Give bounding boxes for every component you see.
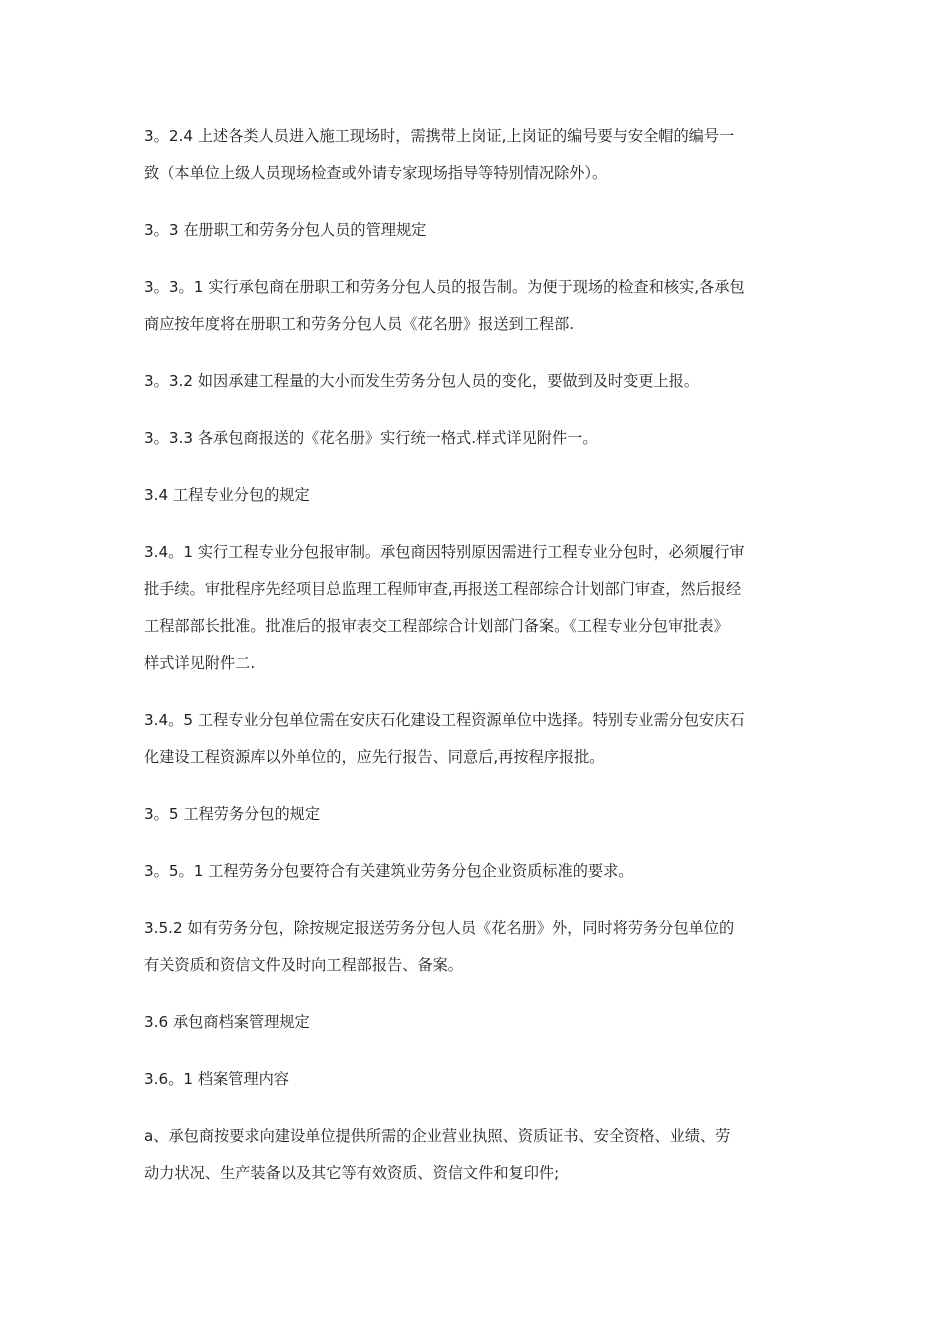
text-line: 3.6 承包商档案管理规定 [144, 1013, 310, 1031]
text-line: 3.4 工程专业分包的规定 [144, 486, 310, 504]
document-body [144, 118, 809, 1212]
heading-3-5 [144, 796, 809, 833]
text-line: 致（本单位上级人员现场检查或外请专家现场指导等特别情况除外）。 [144, 164, 608, 182]
heading-3-3 [144, 212, 809, 249]
text-line: 3。2.4 上述各类人员进入施工现场时，需携带上岗证,上岗证的编号要与安全帽的编号一 [144, 127, 735, 145]
text-line: a、承包商按要求向建设单位提供所需的企业营业执照、资质证书、安全资格、业绩、劳 [144, 1127, 731, 1145]
text-line: 3。3.2 如因承建工程量的大小而发生劳务分包人员的变化，要做到及时变更上报。 [144, 372, 700, 390]
text-line: 3.6。1 档案管理内容 [144, 1070, 289, 1088]
text-line: 3。3 在册职工和劳务分包人员的管理规定 [144, 221, 427, 239]
paragraph-3-4-5 [144, 702, 809, 776]
text-line: 3。5。1 工程劳务分包要符合有关建筑业劳务分包企业资质标准的要求。 [144, 862, 634, 880]
text-line: 3。3.3 各承包商报送的《花名册》实行统一格式.样式详见附件一。 [144, 429, 598, 447]
paragraph-3-3-3 [144, 420, 809, 457]
text-line: 3。5 工程劳务分包的规定 [144, 805, 321, 823]
text-line: 3。3。1 实行承包商在册职工和劳务分包人员的报告制。为便于现场的检查和核实,各承包 [144, 278, 745, 296]
paragraph-3-5-1 [144, 853, 809, 890]
paragraph-item-a [144, 1118, 809, 1192]
text-line: 化建设工程资源库以外单位的，应先行报告、同意后,再按程序报批。 [144, 748, 605, 766]
heading-3-6-1 [144, 1061, 809, 1098]
text-line: 批手续。审批程序先经项目总监理工程师审查,再报送工程部综合计划部门审查，然后报经 [144, 580, 742, 598]
heading-3-6 [144, 1004, 809, 1041]
text-line: 有关资质和资信文件及时向工程部报告、备案。 [144, 956, 463, 974]
text-line: 商应按年度将在册职工和劳务分包人员《花名册》报送到工程部. [144, 315, 575, 333]
paragraph-3-2-4 [144, 118, 809, 192]
paragraph-3-3-2 [144, 363, 809, 400]
text-line: 工程部部长批准。批准后的报审表交工程部综合计划部门备案。《工程专业分包审批表》 [144, 617, 729, 635]
text-line: 样式详见附件二. [144, 654, 256, 672]
paragraph-3-3-1 [144, 269, 809, 343]
paragraph-3-5-2 [144, 910, 809, 984]
paragraph-3-4-1 [144, 534, 809, 682]
text-line: 动力状况、生产装备以及其它等有效资质、资信文件和复印件; [144, 1164, 560, 1182]
text-line: 3.4。1 实行工程专业分包报审制。承包商因特别原因需进行工程专业分包时，必须履行审 [144, 543, 745, 561]
heading-3-4 [144, 477, 809, 514]
text-line: 3.4。5 工程专业分包单位需在安庆石化建设工程资源单位中选择。特别专业需分包安庆石 [144, 711, 745, 729]
text-line: 3.5.2 如有劳务分包，除按规定报送劳务分包人员《花名册》外，同时将劳务分包单位的 [144, 919, 735, 937]
